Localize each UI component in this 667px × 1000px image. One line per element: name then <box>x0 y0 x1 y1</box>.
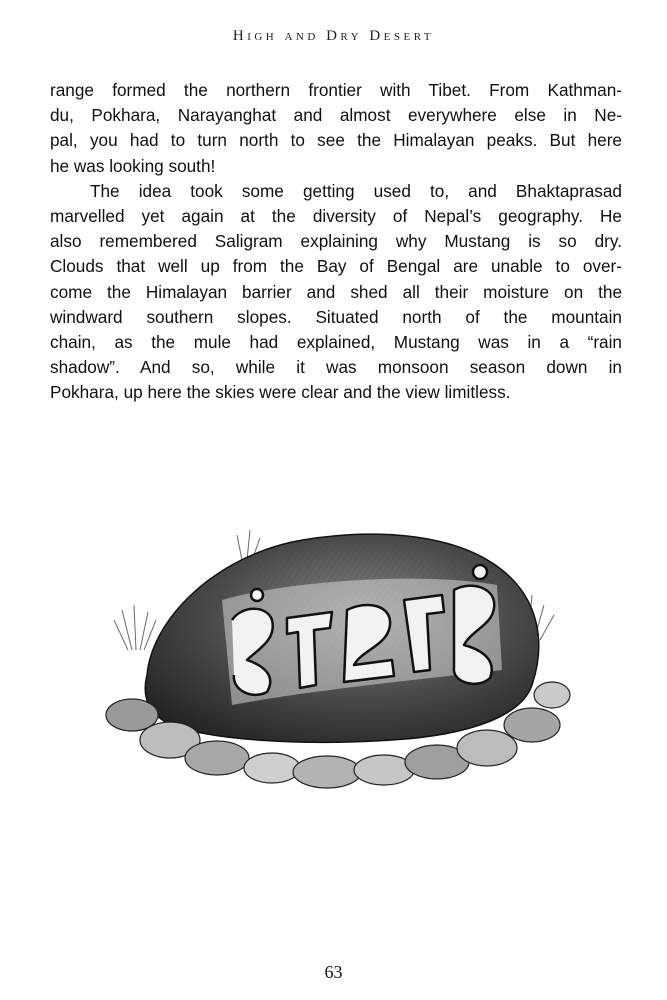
text-line: Pokhara, up here the skies were clear and the view limitless. <box>50 382 511 403</box>
body-text <box>50 78 622 405</box>
text-line: Clouds that well up from the Bay of Bengal are unable to over- <box>50 256 622 277</box>
running-head: High and Dry Desert <box>232 28 435 44</box>
text-line: also remembered Saligram explaining why Mustang is so dry. <box>50 231 622 252</box>
text-line: range formed the northern frontier with Tibet. From Kathman- <box>50 80 622 100</box>
text-line: pal, you had to turn north to see the Himalayan peaks. But here <box>50 130 622 151</box>
text-line: windward southern slopes. Situated north of the mountain <box>50 306 622 327</box>
text-line: come the Himalayan barrier and shed all their moisture on the <box>50 281 622 302</box>
text-line: du, Pokhara, Narayanghat and almost everywhere else in Ne- <box>50 105 622 126</box>
text-line: The idea took some getting used to, and Bhaktaprasad <box>90 180 622 201</box>
page-number: 63 <box>324 962 343 982</box>
text-line: he was looking south! <box>50 155 216 176</box>
mani-stone-icon <box>92 500 572 800</box>
text-line: marvelled yet again at the diversity of Nepal’s geography. He <box>50 205 622 226</box>
text-line: chain, as the mule had explained, Mustang was in a “rain <box>50 331 622 352</box>
text-line: shadow”. And so, while it was monsoon season down in <box>50 357 622 378</box>
